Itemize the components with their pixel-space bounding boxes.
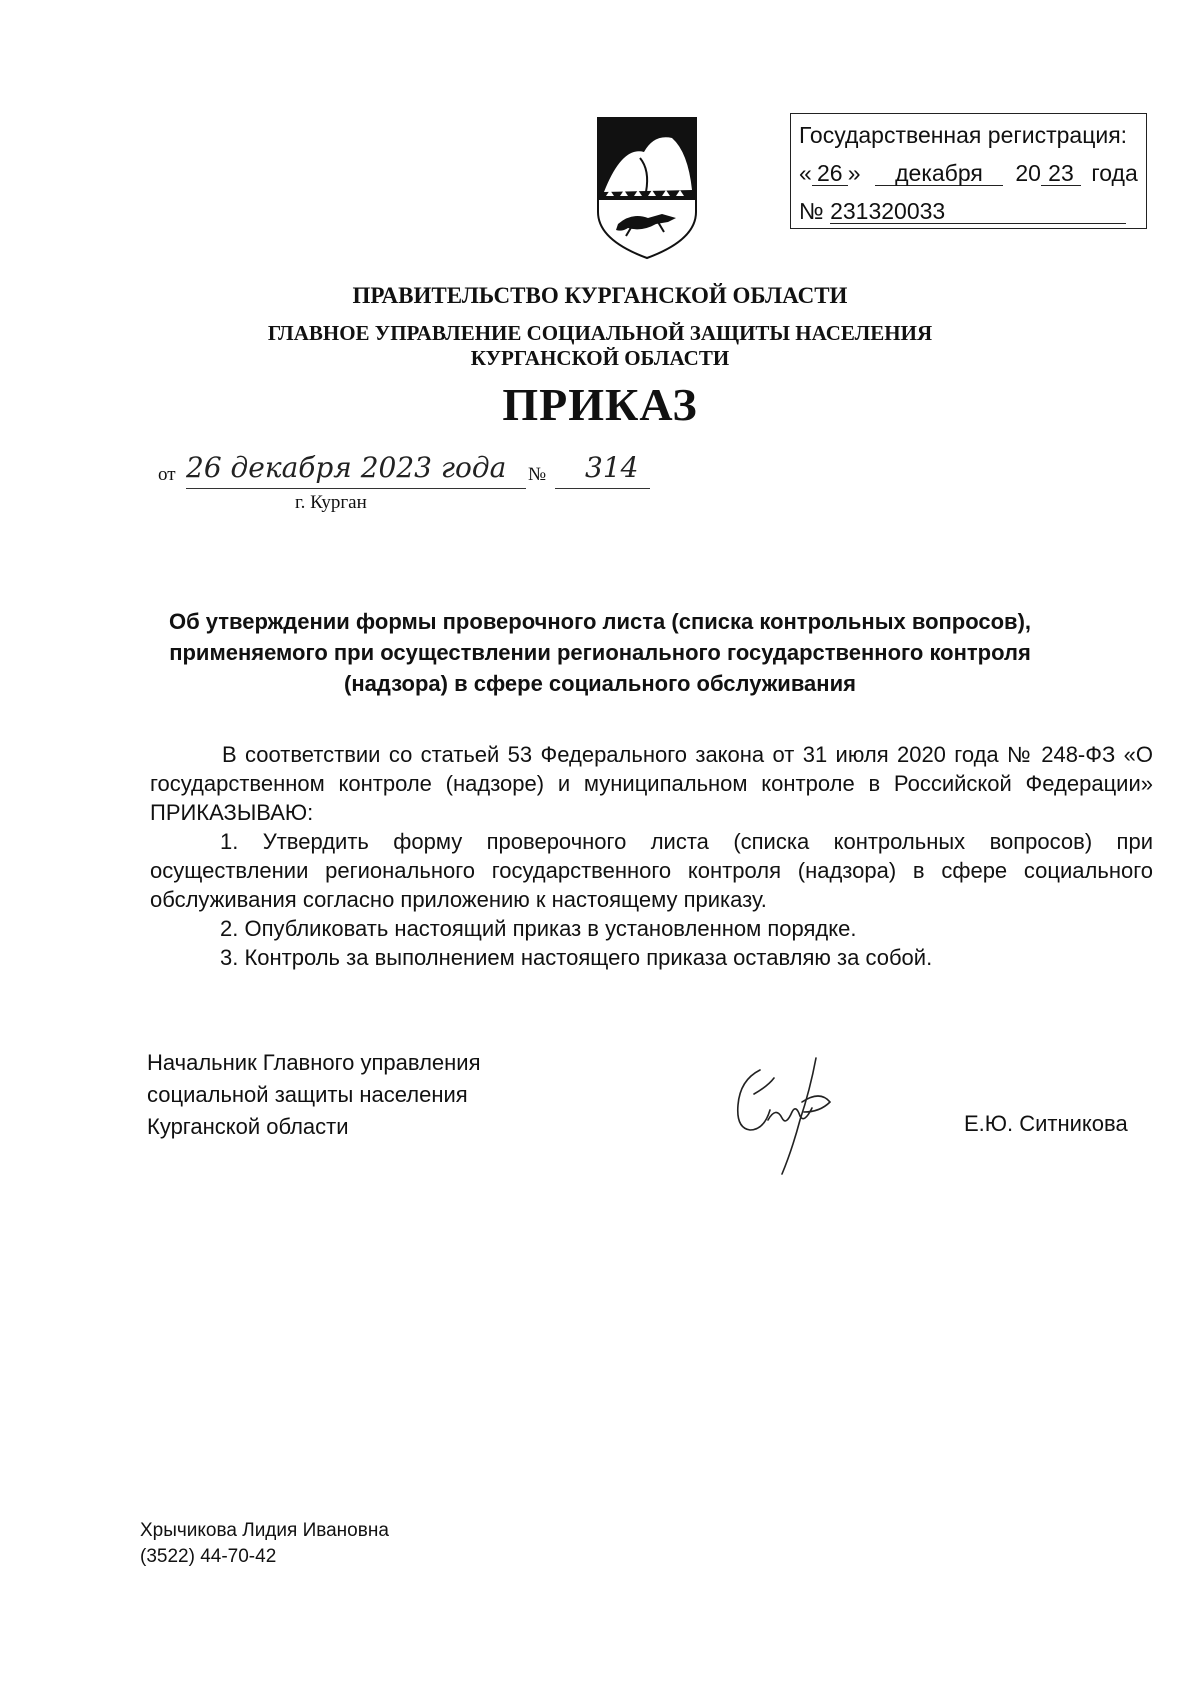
signatory-position [147, 1047, 481, 1143]
preamble-paragraph: В соответствии со статьей 53 Федерального закона от 31 июля 2020 года № 248-ФЗ «О государственном контроле (надзоре) и муниципальном контроле в Российской Федерации» ПРИКАЗЫВАЮ: [150, 742, 1153, 825]
order-date-handwritten: 26 декабря 2023 года [186, 448, 526, 489]
order-body [150, 740, 1153, 972]
position-line-1: Начальник Главного управления [147, 1050, 481, 1075]
order-number-handwritten: 314 [555, 448, 650, 489]
coat-of-arms-emblem [592, 112, 702, 262]
executor-info [140, 1518, 389, 1570]
registration-date [799, 160, 1138, 187]
registration-year-word: года [1091, 160, 1138, 186]
order-title: Об утверждении формы проверочного листа (списка контрольных вопросов), применяемого при осуществлении регионального государственного контроля (надзора) в сфере социального обслуживания [168, 609, 1032, 696]
item-2-paragraph: 2. Опубликовать настоящий приказ в установленном порядке. [220, 916, 857, 941]
registration-caption: Государственная регистрация: [799, 122, 1128, 148]
registration-number-label: № [799, 198, 824, 224]
item-3-paragraph: 3. Контроль за выполнением настоящего приказа оставляю за собой. [220, 945, 933, 970]
executor-phone: (3522) 44-70-42 [140, 1546, 277, 1567]
close-quote: » [847, 160, 861, 186]
registration-stamp [790, 113, 1147, 229]
executor-name: Хрычикова Лидия Ивановна [140, 1520, 389, 1541]
registration-year-suffix: 23 [1041, 161, 1081, 186]
registration-year-prefix: 20 [1015, 160, 1041, 186]
order-number-label: № [528, 464, 547, 485]
registration-number: 231320033 [830, 199, 1126, 224]
government-header: ПРАВИТЕЛЬСТВО КУРГАНСКОЙ ОБЛАСТИ [352, 283, 848, 308]
registration-day: 26 [812, 161, 848, 186]
date-from-label: от [158, 464, 176, 485]
position-line-3: Курганской области [147, 1114, 349, 1139]
position-line-2: социальной защиты населения [147, 1082, 468, 1107]
signatory-name: Е.Ю. Ситникова [964, 1111, 1128, 1136]
registration-number-line [799, 198, 1126, 225]
document-type-title: ПРИКАЗ [502, 379, 698, 430]
department-header-line2: КУРГАНСКОЙ ОБЛАСТИ [470, 346, 730, 370]
item-1-paragraph: 1. Утвердить форму проверочного листа (списка контрольных вопросов) при осуществлении регионального государственного контроля (надзора) в сфере социального обслуживания согласно приложению к настоящему приказу. [150, 829, 1153, 912]
registration-month: декабря [875, 161, 1003, 186]
department-header-line1: ГЛАВНОЕ УПРАВЛЕНИЕ СОЦИАЛЬНОЙ ЗАЩИТЫ НАСЕЛЕНИЯ [267, 321, 933, 345]
handwritten-signature [720, 1050, 860, 1180]
open-quote: « [799, 160, 812, 186]
city-label: г. Курган [295, 492, 367, 513]
